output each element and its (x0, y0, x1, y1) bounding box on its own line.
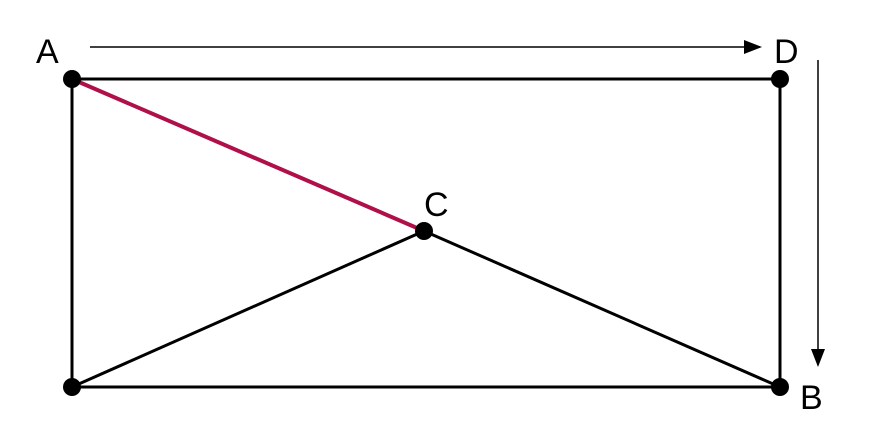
vertex-d-dot (771, 70, 789, 88)
label-a: A (36, 33, 59, 71)
segment-c-b (424, 231, 780, 387)
vertex-a-dot (63, 70, 81, 88)
label-c: C (424, 186, 449, 224)
vertex-c-dot (415, 222, 433, 240)
vertex-bottom-left-dot (63, 378, 81, 396)
label-d: D (774, 33, 799, 71)
segment-c-bottom-left (72, 231, 424, 387)
label-b: B (800, 379, 823, 417)
vertex-b-dot (771, 378, 789, 396)
segment-a-c-highlight (72, 79, 424, 231)
